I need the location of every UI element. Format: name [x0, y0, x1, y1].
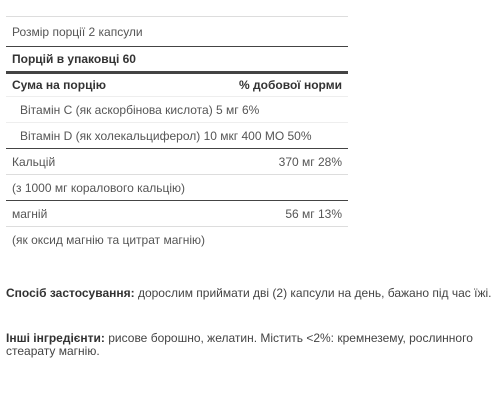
usage-label: Спосіб застосування:	[6, 286, 135, 300]
ingredients-label: Інші інгредієнти:	[6, 331, 105, 345]
magnesium-source: (як оксид магнію та цитрат магнію)	[12, 232, 206, 247]
magnesium-value: 56 мг 13%	[285, 206, 342, 221]
magnesium-row	[6, 200, 348, 226]
amount-per-serving-heading: Сума на порцію	[12, 78, 107, 92]
ingredients-text: рисове борошно, желатин. Містить <2%: кремнезему, рослинного стеарату магнію.	[6, 331, 473, 358]
other-ingredients	[6, 332, 494, 358]
magnesium-name: магній	[12, 206, 48, 221]
daily-value-heading: % добової норми	[239, 78, 342, 92]
calcium-row	[6, 148, 348, 174]
table-header-row	[6, 71, 348, 96]
vitamin-d: Вітамін D (як холекальциферол) 10 мкг 400 МО 50%	[20, 128, 312, 143]
vitamin-c-row	[6, 96, 348, 122]
calcium-name: Кальцій	[12, 154, 56, 169]
calcium-source: (з 1000 мг коралового кальцію)	[12, 180, 186, 195]
calcium-source-row	[6, 174, 348, 200]
vitamin-c: Вітамін С (як аскорбінова кислота) 5 мг 6%	[20, 102, 260, 117]
vitamin-d-row	[6, 122, 348, 148]
servings-per-container-row	[6, 46, 348, 71]
supplement-facts-table	[6, 16, 348, 252]
usage-directions	[6, 287, 494, 300]
serving-size-row	[6, 16, 348, 46]
servings-per-container: Порцій в упаковці 60	[12, 52, 136, 66]
magnesium-source-row	[6, 226, 348, 252]
usage-text: дорослим приймати дві (2) капсули на день, бажано під час їжі.	[134, 286, 492, 300]
serving-size: Розмір порції 2 капсули	[12, 24, 143, 39]
calcium-value: 370 мг 28%	[278, 154, 342, 169]
